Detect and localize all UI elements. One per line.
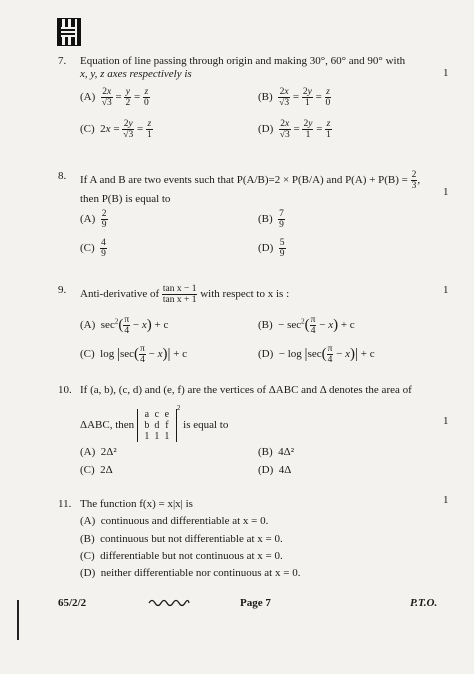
question-text: If A and B are two events such that P(A/B)=2 × P(B/A) and P(A) + P(B) = $\frac{2}{3}$ , then P(B) is equal to <box>80 170 421 205</box>
qr-code <box>57 18 81 46</box>
q9-option-b: $(B) - \sec^2$( $\frac{\pi}{4}$ − x) + c <box>258 315 355 336</box>
q7-option-b: (B) $\frac{2x}{√3}$ = $\frac{2y}{1}$ = $\frac{z}{0}$ <box>258 87 331 108</box>
q10-option-c: (C) 2Δ <box>80 464 113 476</box>
q7-option-c: (C) 2x = $\frac{2y}{√3}$ = $\frac{z}{1}$ <box>80 119 152 140</box>
q11-option-a: (A) continuous and differentiable at x = 0. <box>80 515 269 527</box>
q11-option-b: (B) continuous but not differentiable at x = 0. <box>80 533 283 545</box>
question-marks: 1 <box>443 284 449 296</box>
question-text: If (a, b), (c, d) and (e, f) are the vertices of ΔABC and Δ denotes the area of ΔABC, then a c e b d f 1 1 $1^2$ is equal to <box>80 384 412 442</box>
q10-option-a: (A) 2Δ² <box>80 446 117 458</box>
question-text: Anti-derivative of $\frac{\text{tan x − 1}}{\text{tan x + 1}}$ with respect to x is : <box>80 284 290 305</box>
question-text: The function f(x) = x|x| is <box>80 498 193 510</box>
question-number: 9. <box>58 284 67 296</box>
question-marks: 1 <box>443 494 449 506</box>
q7-option-d: (D) $\frac{2x}{√3}$ = $\frac{2y}{1}$ = $\frac{z}{1}$ <box>258 119 331 140</box>
q8-option-c: (C) $\frac{4}{9}$ <box>80 238 106 259</box>
determinant: a c e b d f 1 1 1 <box>137 409 177 442</box>
paper-code: 65/2/2 <box>58 597 87 609</box>
question-number: 7. <box>58 55 67 67</box>
q9-option-c: (C) log |sec( $\frac{\pi}{4}$ − x)| + c <box>80 344 188 365</box>
question-number: 8. <box>58 170 67 182</box>
pto-label: P.T.O. <box>410 597 438 609</box>
q10-option-d: (D) 4Δ <box>258 464 292 476</box>
q8-option-a: (A) $\frac{2}{9}$ <box>80 209 107 230</box>
question-number: 10. <box>58 384 72 396</box>
q8-option-d: (D) $\frac{5}{9}$ <box>258 238 285 259</box>
question-marks: 1 <box>443 186 449 198</box>
q11-option-c: (C) differentiable but not continuous at x = 0. <box>80 550 283 562</box>
q8-option-b: (B) $\frac{7}{9}$ <box>258 209 284 230</box>
squiggle-decoration <box>148 597 190 607</box>
q7-option-a: (A) $\frac{2x}{√3}$ = $\frac{y}{2}$ = $\frac{z}{0}$ <box>80 87 149 108</box>
page-number: Page 7 <box>240 597 271 609</box>
q9-option-a: (A) $\sec^2$( $\frac{\pi}{4}$ − x) + c <box>80 315 169 336</box>
margin-mark <box>17 600 19 640</box>
question-number: 11. <box>58 498 72 510</box>
question-marks: 1 <box>443 67 449 79</box>
question-marks: 1 <box>443 415 449 427</box>
question-text: Equation of line passing through origin and making 30°, 60° and 90° with x, y, z axes respectively is <box>80 55 406 80</box>
q11-option-d: (D) neither differentiable nor continuous at x = 0. <box>80 567 301 579</box>
q9-option-d: (D) − log |sec( $\frac{\pi}{4}$ − x)| + c <box>258 344 375 365</box>
q10-option-b: (B) 4Δ² <box>258 446 295 458</box>
